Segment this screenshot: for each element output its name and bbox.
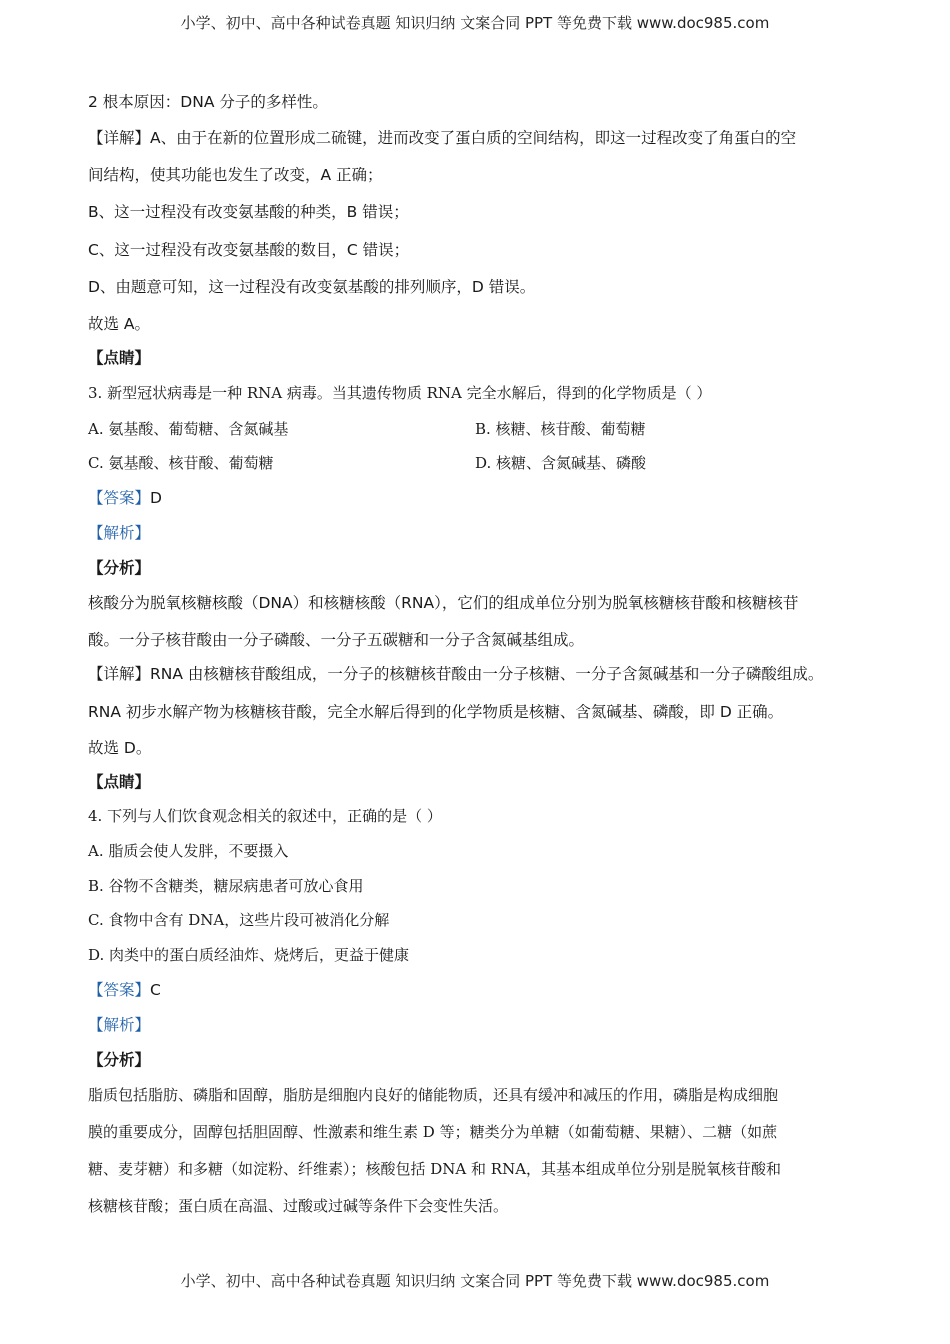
option-c: C. 氨基酸、核苷酸、葡萄糖 [88, 454, 274, 472]
text-line: C、这一过程没有改变氨基酸的数目，C 错误； [88, 241, 410, 259]
answer-label: 【答案】 [88, 981, 151, 999]
text-line: 【详解】A、由于在新的位置形成二硫键，进而改变了蛋白质的空间结构，即这一过程改变了角蛋白的空 [88, 129, 797, 147]
answer-4 [88, 978, 880, 1000]
question-3: 3. 新型冠状病毒是一种 RNA 病毒。当其遗传物质 RNA 完全水解后，得到的化学物质是（ ） [88, 384, 712, 402]
answer-3 [88, 486, 880, 508]
text-line: RNA 初步水解产物为核糖核苷酸，完全水解后得到的化学物质是核糖、含氮碱基、磷酸，即 D 正确。 [88, 703, 784, 721]
text-line: 膜的重要成分，固醇包括胆固醇、性激素和维生素 D 等；糖类分为单糖（如葡萄糖、果糖）、二糖（如蔗 [88, 1123, 778, 1141]
page-footer: 小学、初中、高中各种试卷真题 知识归纳 文案合同 PPT 等免费下载 www.doc985.com [180, 1272, 770, 1290]
option-a: A. 氨基酸、葡萄糖、含氮碱基 [88, 420, 289, 438]
text-line: 核酸分为脱氧核糖核酸（DNA）和核糖核酸（RNA），它们的组成单位分别为脱氧核糖核苷酸和核糖核苷 [88, 594, 799, 612]
text-line: 【详解】RNA 由核糖核苷酸组成，一分子的核糖核苷酸由一分子核糖、一分子含氮碱基和一分子磷酸组成。 [88, 665, 824, 683]
text-line: 糖、麦芽糖）和多糖（如淀粉、纤维素）；核酸包括 DNA 和 RNA，其基本组成单位分别是脱氧核苷酸和 [88, 1160, 782, 1178]
text-line: 间结构，使其功能也发生了改变，A 正确； [88, 166, 383, 184]
fenxi-heading: 【分析】 [88, 559, 151, 577]
text-line: 酸。一分子核苷酸由一分子磷酸、一分子五碳糖和一分子含氮碱基组成。 [88, 631, 585, 649]
question-4: 4. 下列与人们饮食观念相关的叙述中，正确的是（ ） [88, 807, 442, 825]
text-line: D、由题意可知，这一过程没有改变氨基酸的排列顺序，D 错误。 [88, 278, 536, 296]
option-d: D. 核糖、含氮碱基、磷酸 [475, 454, 647, 472]
answer-value: C [150, 981, 161, 999]
option-a: A. 脂质会使人发胖，不要摄入 [88, 842, 289, 860]
text-line: 2 根本原因：DNA 分子的多样性。 [88, 93, 328, 111]
text-line: 核糖核苷酸；蛋白质在高温、过酸或过碱等条件下会变性失活。 [88, 1197, 509, 1215]
text-line: B、这一过程没有改变氨基酸的种类，B 错误； [88, 203, 409, 221]
section-heading: 【点睛】 [88, 349, 151, 367]
text-line: 脂质包括脂肪、磷脂和固醇，脂肪是细胞内良好的储能物质，还具有缓冲和减压的作用，磷脂是构成细胞 [88, 1086, 779, 1104]
fenxi-heading: 【分析】 [88, 1051, 151, 1069]
option-b: B. 谷物不含糖类，糖尿病患者可放心食用 [88, 877, 364, 895]
analysis-heading: 【解析】 [88, 1016, 151, 1034]
answer-label: 【答案】 [88, 489, 151, 507]
analysis-heading: 【解析】 [88, 524, 151, 542]
answer-value: D [150, 489, 162, 507]
page-header: 小学、初中、高中各种试卷真题 知识归纳 文案合同 PPT 等免费下载 www.doc985.com [180, 14, 770, 32]
option-b: B. 核糖、核苷酸、葡萄糖 [475, 420, 646, 438]
option-d: D. 肉类中的蛋白质经油炸、烧烤后，更益于健康 [88, 946, 410, 964]
text-line: 故选 A。 [88, 315, 151, 333]
section-heading: 【点睛】 [88, 773, 151, 791]
text-line: 故选 D。 [88, 739, 152, 757]
option-c: C. 食物中含有 DNA，这些片段可被消化分解 [88, 911, 390, 929]
